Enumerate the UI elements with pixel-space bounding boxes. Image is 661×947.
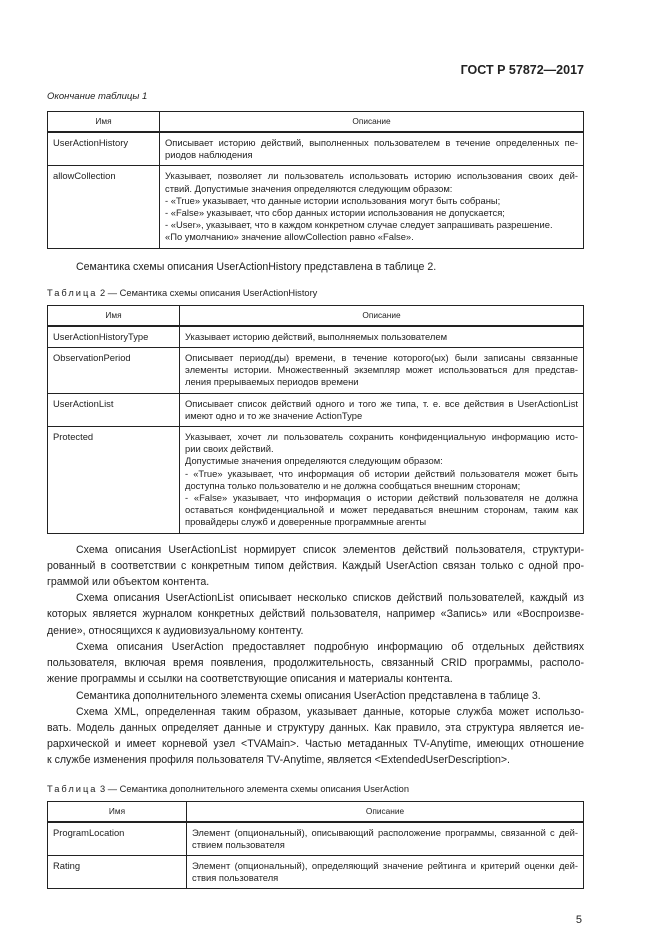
text-block <box>185 398 578 422</box>
standard-header: ГОСТ Р 57872—2017 <box>460 63 584 77</box>
text-line: - «False» указывает, что сбор данных истории использования не допускается; <box>165 207 505 219</box>
text-line: Указывает, хочет ли пользователь сохранить конфиденциальную информацию исто- <box>185 431 578 443</box>
text-line: «По умолчанию» значение allowCollection равно «False». <box>165 231 414 243</box>
text-line: Элемент (опциональный), описывающий расположение программы, связанной с дей- <box>192 826 578 838</box>
text-line: ствий. Допустимые значения определяются следующим образом: <box>165 182 453 194</box>
text-line: Указывает, позволяет ли пользователь использовать историю использования своих дей- <box>165 170 578 182</box>
text-line: Указывает историю действий, выполняемых пользователем <box>185 330 448 342</box>
column-header: Имя <box>48 305 180 326</box>
table-row <box>48 166 584 248</box>
table-row <box>48 855 584 888</box>
table-1 <box>47 111 584 249</box>
table-row <box>48 326 584 348</box>
text-line: Допустимые значения определяются следующим образом: <box>185 455 443 467</box>
text-line: - «True» указывает, что данные истории использования могут быть собраны; <box>165 194 501 206</box>
text-block <box>165 195 578 207</box>
body-paragraph <box>47 542 584 591</box>
text-line: вать. Модель данных определяет данные и структуру данных. Как правило, эта структура является ие- <box>47 721 584 734</box>
table2-caption <box>47 287 584 299</box>
text-block <box>185 455 578 467</box>
table-2 <box>47 305 584 534</box>
table-header-row <box>48 112 584 133</box>
text-block <box>192 827 578 851</box>
text-line: Схема описания UserActionList нормирует список элементов действий пользователя, структури- <box>76 543 584 556</box>
text-line: граммой или объектом контента. <box>47 576 210 589</box>
column-header: Описание <box>187 801 584 822</box>
text-line: - «True» указывает, что информация об истории действий пользователя может быть <box>185 467 578 479</box>
text-line: Элемент (опциональный), определяющий значение рейтинга и критерий оценки дей- <box>192 859 578 871</box>
text-line: ления прерываемых периодов времени <box>185 376 359 388</box>
row-name-cell: Protected <box>48 427 180 534</box>
row-description-cell <box>187 855 584 888</box>
text-block <box>185 492 578 529</box>
text-line: Схема описания UserAction предоставляет подробную информацию об отдельных действиях <box>76 640 584 653</box>
text-line: рархической и имеет корневой узел <TVAMain>. Частью метаданных TV-Anytime, имеющих отношение <box>47 738 584 751</box>
body-paragraph <box>47 590 584 639</box>
table3-caption <box>47 783 584 795</box>
text-line: Описывает список действий одного и того же типа, т. е. все действия в UserActionList <box>185 397 578 409</box>
table-row <box>48 348 584 394</box>
table-header-row <box>48 801 584 822</box>
row-name-cell: Rating <box>48 855 187 888</box>
row-description-cell <box>160 166 584 248</box>
text-line: имеют одно и то же значение ActionType <box>185 409 363 421</box>
text-line: риодов наблюдения <box>165 149 253 161</box>
intro-paragraph: Семантика схемы описания UserActionHistory представлена в таблице 2. <box>76 260 437 273</box>
text-line: дение», относящихся к аудиовизуальному контенту. <box>47 624 304 637</box>
column-header: Описание <box>180 305 584 326</box>
row-name-cell: UserActionHistoryType <box>48 326 180 348</box>
body-text <box>47 542 584 769</box>
text-line: Схема описания UserActionList описывает несколько списков действий пользователей, каждый из <box>76 592 584 605</box>
text-line: рии своих действий. <box>185 443 274 455</box>
table-row <box>48 393 584 426</box>
caption-prefix: Таблица <box>47 287 98 298</box>
table-row <box>48 822 584 856</box>
row-name-cell: ObservationPeriod <box>48 348 180 394</box>
text-line: ствием пользователя <box>192 838 285 850</box>
text-line: Схема XML, определенная таким образом, указывает данные, которые служба может использо- <box>76 705 584 718</box>
column-header: Имя <box>48 801 187 822</box>
row-description-cell <box>180 427 584 534</box>
body-paragraph <box>47 704 584 769</box>
text-line: элементы истории. Множественный экземпляр может использоваться для представ- <box>185 364 578 376</box>
column-header: Имя <box>48 112 160 133</box>
text-line: пользователя, включая время появления, продолжительность, связанный CRID программы, располо- <box>47 657 584 670</box>
text-block <box>185 468 578 492</box>
text-line: Описывает период(ды) времени, в течение которого(ых) были записаны связанные <box>185 352 578 364</box>
text-line: оставаться конфиденциальной и может передаваться внешним сторонам, таким как <box>185 504 578 516</box>
row-description-cell <box>180 393 584 426</box>
row-description-cell <box>187 822 584 856</box>
body-paragraph <box>47 639 584 688</box>
table-row <box>48 427 584 534</box>
table-header-row <box>48 305 584 326</box>
text-block <box>165 219 578 231</box>
table1-continuation-label: Окончание таблицы 1 <box>47 91 148 102</box>
text-line: доступна только пользователю и не должна сообщаться внешним сторонам; <box>185 479 521 491</box>
table-row <box>48 132 584 166</box>
row-name-cell: UserActionHistory <box>48 132 160 166</box>
caption-text: 2 — Семантика схемы описания UserActionHistory <box>100 287 318 298</box>
row-name-cell: UserActionList <box>48 393 180 426</box>
text-line: жение программы и ссылки на соответствующие описания и материалы контента. <box>47 673 453 686</box>
text-line: провайдеры служб и доверенные программные агенты <box>185 516 427 528</box>
text-block <box>165 207 578 219</box>
text-line: Семантика дополнительного элемента схемы описания UserAction представлена в таблице 3. <box>76 689 541 702</box>
text-line: Описывает историю действий, выполненных пользователем в течение определенных пе- <box>165 137 578 148</box>
text-line: к службе изменения профиля пользователя TV-Anytime, является <ExtendedUserDescription>. <box>47 754 511 767</box>
text-block <box>185 352 578 389</box>
caption-prefix: Таблица <box>47 783 98 794</box>
text-line: которых является журналом конкретных действий пользователя, например «Запись» или «Воспроизве- <box>47 608 584 621</box>
text-block <box>185 431 578 455</box>
body-paragraph <box>47 688 584 704</box>
text-line: - «False» указывает, что информация о истории действий пользователя не должна <box>185 492 578 504</box>
row-name-cell: ProgramLocation <box>48 822 187 856</box>
text-block <box>165 137 578 161</box>
text-block <box>185 331 578 343</box>
text-line: рованный в соответствии с конкретным типом действия. Каждый UserAction связан только с одной про- <box>47 559 584 572</box>
text-block <box>165 231 578 243</box>
caption-text: 3 — Семантика дополнительного элемента схемы описания UserAction <box>100 783 409 794</box>
table-3 <box>47 801 584 890</box>
text-line: ствия пользователя <box>192 872 279 884</box>
row-description-cell <box>180 348 584 394</box>
column-header: Описание <box>160 112 584 133</box>
row-name-cell: allowCollection <box>48 166 160 248</box>
page-number: 5 <box>575 914 582 927</box>
text-line: - «User», указывает, что в каждом конкретном случае следует запрашивать разрешение. <box>165 219 553 231</box>
text-block <box>165 170 578 194</box>
row-description-cell <box>160 132 584 166</box>
row-description-cell <box>180 326 584 348</box>
text-block <box>192 860 578 884</box>
